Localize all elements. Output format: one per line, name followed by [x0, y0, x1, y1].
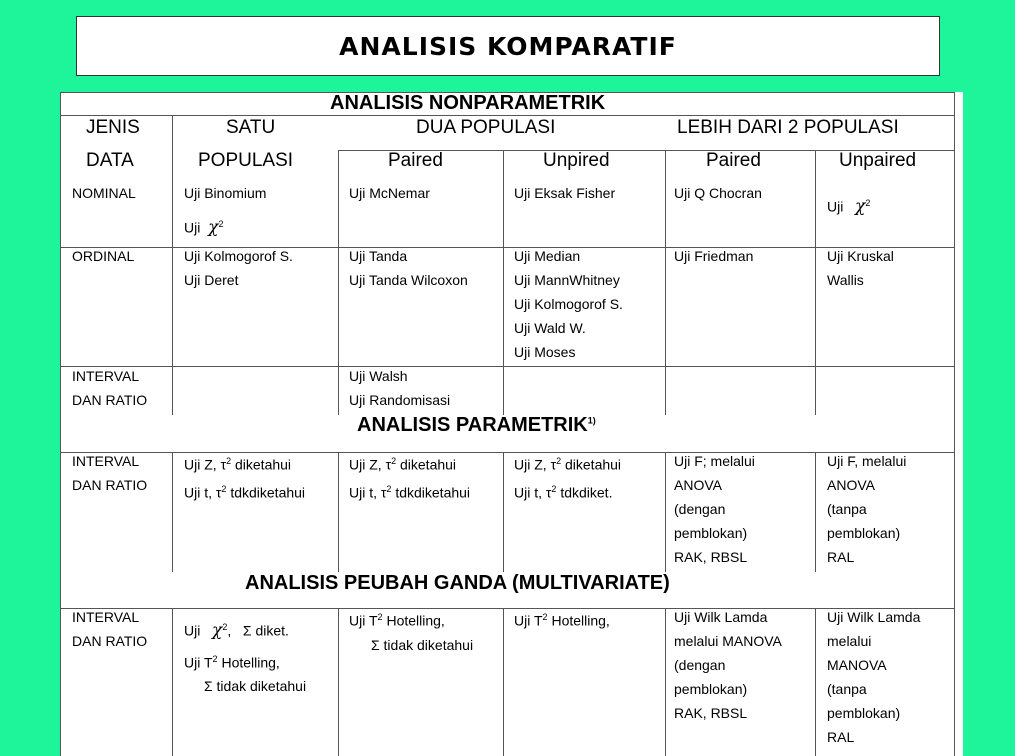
v-line: [954, 92, 955, 756]
t-label: Uji t,: [184, 484, 212, 501]
z-status: diketahui: [565, 456, 622, 473]
nominal-satu-2: [184, 212, 223, 240]
header-unpaired: Unpaired: [839, 150, 917, 171]
list-item: Uji Tanda: [349, 248, 408, 264]
list-item: ANOVA: [827, 477, 875, 493]
v-line: [338, 150, 339, 415]
v-line: [503, 608, 504, 756]
list-item: melalui: [827, 633, 872, 649]
nominal-paired: Uji McNemar: [349, 185, 430, 201]
tau-icon: τ: [380, 484, 387, 501]
v-line: [815, 452, 816, 572]
header-satu: SATU: [226, 117, 276, 138]
list-item: pemblokan): [674, 681, 748, 697]
interval-mv-lebih-unpaired: [827, 605, 920, 749]
list-item: Uji Wald W.: [514, 320, 586, 336]
list-item: Uji Friedman: [674, 248, 754, 264]
sigma-icon: Σ: [204, 678, 213, 695]
hotelling-label: Hotelling,: [551, 612, 610, 629]
v-line: [338, 452, 339, 572]
interval-mv-satu: [184, 615, 306, 698]
superscript: 2: [556, 456, 562, 466]
nominal-lebih-unpaired: [827, 191, 870, 219]
hotelling-test: [184, 647, 306, 675]
interval-p-lebih-paired: [674, 449, 755, 569]
t-status: tdkdiketahui: [395, 484, 471, 501]
list-item: Uji F; melalui: [674, 453, 755, 469]
test-label: Uji: [184, 219, 201, 236]
sigma-line: [349, 633, 473, 657]
ordinal-paired: [349, 244, 468, 292]
t-symbol: T: [368, 612, 378, 629]
interval-mv-paired: [349, 605, 473, 657]
list-item: RAK, RBSL: [674, 549, 748, 565]
list-item: pemblokan): [827, 525, 901, 541]
t-status: tdkdiket.: [560, 484, 613, 501]
tau-icon: τ: [215, 484, 222, 501]
section-nonparametric: ANALISIS NONPARAMETRIK: [330, 92, 606, 114]
hotelling-test: [349, 605, 473, 633]
row-type-nominal: NOMINAL: [72, 185, 136, 201]
list-item: Uji Randomisasi: [349, 392, 451, 408]
row-type-line: DAN RATIO: [72, 392, 148, 408]
list-item: Uji Kolmogorof S.: [514, 296, 623, 312]
ordinal-unpired: [514, 244, 623, 364]
page-title: ANALISIS KOMPARATIF: [339, 31, 677, 61]
chi-square-icon: χ: [208, 217, 219, 238]
z-status: diketahui: [400, 456, 457, 473]
separator: ,: [227, 622, 232, 639]
list-item: Uji Median: [514, 248, 581, 264]
z-label: Uji Z,: [349, 456, 382, 473]
z-status: diketahui: [235, 456, 292, 473]
nominal-lebih-paired: Uji Q Chocran: [674, 185, 762, 201]
t-label: Uji t,: [514, 484, 542, 501]
hotelling-label: Hotelling,: [386, 612, 445, 629]
header-paired: Paired: [388, 150, 443, 171]
v-line: [503, 150, 504, 415]
comparison-table: [60, 92, 963, 756]
superscript: 2: [391, 456, 397, 466]
list-item: RAL: [827, 729, 855, 745]
tau-icon: τ: [220, 456, 227, 473]
row-type-interval-p: [72, 449, 147, 497]
sigma-icon: Σ: [242, 622, 252, 639]
hotelling-test: [514, 605, 610, 633]
row-type-line: INTERVAL: [72, 609, 140, 625]
chi-sigma-test: [184, 615, 306, 643]
interval-p-unpired: [514, 449, 621, 504]
sigma-icon: Σ: [371, 636, 380, 653]
title-box: [76, 16, 940, 76]
superscript: 2: [218, 219, 224, 229]
superscript: 2: [542, 612, 548, 622]
section-multivariate: ANALISIS PEUBAH GANDA (MULTIVARIATE): [245, 572, 670, 594]
superscript: 2: [222, 622, 228, 632]
v-line: [815, 150, 816, 415]
t-label: Uji t,: [349, 484, 377, 501]
header-populasi: POPULASI: [198, 150, 294, 171]
list-item: Uji Deret: [184, 272, 239, 288]
list-item: pemblokan): [674, 525, 748, 541]
ordinal-satu: [184, 244, 293, 292]
list-item: (tanpa: [827, 681, 867, 697]
sigma-status: tidak diketahui: [383, 636, 474, 653]
interval-p-satu: [184, 449, 305, 504]
superscript: 2: [221, 483, 227, 494]
interval-p-lebih-unpaired: [827, 449, 906, 569]
test-label: Uji: [349, 612, 366, 629]
header-dua-populasi: DUA POPULASI: [416, 117, 556, 138]
h-line: [60, 366, 955, 367]
row-type-line: DAN RATIO: [72, 633, 148, 649]
list-item: Uji Wilk Lamda: [674, 609, 768, 625]
list-item: RAL: [827, 549, 855, 565]
v-line: [665, 150, 666, 415]
row-type-ordinal: ORDINAL: [72, 248, 135, 264]
v-line: [172, 608, 173, 756]
list-item: Uji F, melalui: [827, 453, 907, 469]
interval-np-paired: [349, 364, 450, 412]
list-item: pemblokan): [827, 705, 901, 721]
sigma-line: [184, 674, 306, 698]
test-label: Uji: [827, 198, 844, 215]
header-jenis: JENIS: [86, 117, 140, 138]
footnote-marker: 1): [587, 415, 596, 426]
header-unpired: Unpired: [543, 150, 610, 171]
list-item: Uji Moses: [514, 344, 576, 360]
list-item: Uji Walsh: [349, 368, 408, 384]
v-line: [338, 608, 339, 756]
sigma-status: tidak diketahui: [216, 678, 307, 695]
t-test: [514, 477, 621, 505]
t-symbol: T: [203, 654, 213, 671]
list-item: RAK, RBSL: [674, 705, 748, 721]
list-item: Wallis: [827, 272, 864, 288]
superscript: 2: [377, 612, 383, 622]
interval-mv-unpired: [514, 605, 610, 633]
tau-icon: τ: [385, 456, 392, 473]
list-item: Uji MannWhitney: [514, 272, 620, 288]
test-label: Uji: [514, 612, 531, 629]
v-line: [172, 452, 173, 572]
row-type-line: INTERVAL: [72, 453, 140, 469]
superscript: 2: [212, 653, 218, 664]
z-test: [184, 449, 305, 477]
t-symbol: T: [533, 612, 543, 629]
list-item: MANOVA: [827, 657, 887, 673]
header-lebih: LEBIH DARI 2 POPULASI: [677, 117, 899, 138]
interval-p-paired: [349, 449, 470, 504]
v-line: [815, 608, 816, 756]
z-test: [349, 449, 470, 477]
v-line: [665, 608, 666, 756]
row-type-interval-np: [72, 364, 147, 412]
list-item: ANOVA: [674, 477, 722, 493]
test-label: Uji: [184, 654, 201, 671]
z-test: [514, 449, 621, 477]
list-item: Uji Kruskal: [827, 248, 894, 264]
chi-square-icon: χ: [212, 620, 223, 641]
interval-mv-lebih-paired: [674, 605, 782, 725]
list-item: Uji Wilk Lamda: [827, 609, 921, 625]
row-type-interval-mv: [72, 605, 147, 653]
header-paired-2: Paired: [706, 150, 761, 171]
z-label: Uji Z,: [184, 456, 217, 473]
nominal-satu-1: Uji Binomium: [184, 185, 267, 201]
tau-icon: τ: [550, 456, 557, 473]
h-line: [60, 608, 955, 609]
ordinal-lebih-unpaired: [827, 244, 894, 292]
v-line: [665, 452, 666, 572]
list-item: melalui MANOVA: [674, 633, 782, 649]
row-type-line: INTERVAL: [72, 368, 140, 384]
t-status: tdkdiketahui: [230, 484, 306, 501]
section-parametric-label: ANALISIS PARAMETRIK: [357, 414, 588, 436]
superscript: 2: [226, 456, 232, 466]
t-test: [349, 477, 470, 505]
v-line: [60, 92, 61, 756]
list-item: (dengan: [674, 657, 726, 673]
test-label: Uji: [184, 622, 201, 639]
superscript: 2: [386, 483, 392, 494]
superscript: 2: [551, 483, 557, 494]
tau-icon: τ: [545, 484, 552, 501]
ordinal-lebih-paired: [674, 244, 753, 268]
t-test: [184, 477, 305, 505]
chi-square-icon: χ: [855, 196, 866, 217]
section-parametric: [357, 414, 596, 437]
nominal-unpired: Uji Eksak Fisher: [514, 185, 616, 201]
list-item: (tanpa: [827, 501, 867, 517]
h-line: [60, 115, 955, 116]
list-item: Uji Kolmogorof S.: [184, 248, 293, 264]
v-line: [503, 452, 504, 572]
row-type-line: DAN RATIO: [72, 477, 148, 493]
superscript: 2: [865, 198, 871, 208]
list-item: Uji Tanda Wilcoxon: [349, 272, 468, 288]
list-item: (dengan: [674, 501, 726, 517]
header-data: DATA: [86, 150, 134, 171]
z-label: Uji Z,: [514, 456, 547, 473]
v-line: [172, 115, 173, 415]
hotelling-label: Hotelling,: [221, 654, 280, 671]
sigma-status: diket.: [255, 622, 289, 639]
